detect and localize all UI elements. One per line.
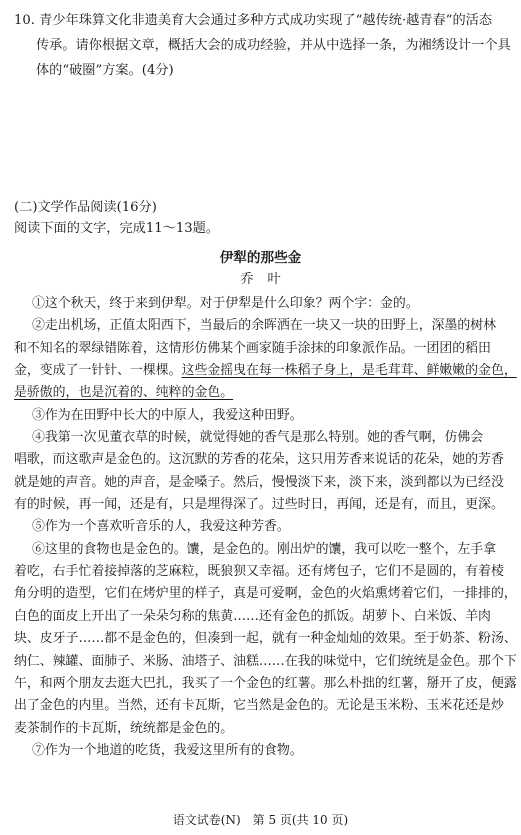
article-line-text: 金，变成了一针针、一棵棵。 <box>14 363 182 379</box>
article-line-text: 就是她的声音。她的声音，是金嗓子。然后，慢慢淡下来，淡下来，淡到都以为已经没 <box>14 474 504 490</box>
article-line-text: 纳仁、辣罐、面肺子、米肠、油塔子、油糕……在我的味觉中，它们统统是金色。那个下 <box>14 653 517 669</box>
article-line <box>14 405 510 427</box>
article-line-text: 着吃，右手忙着接掉落的芝麻粒，既狼狈又幸福。还有烤包子，它们不是圆的，有着棱 <box>14 564 504 580</box>
article-line-text: 唱歌，而这歌声是金色的。这沉默的芳香的花朵，这只用芳香来说话的花朵，她的芳香 <box>14 452 504 468</box>
article-line-text: 白色的面皮上开出了一朵朵匀称的焦黄……还有金色的抓饭。胡萝卜、白米饭、羊肉 <box>14 608 491 624</box>
underlined-text: 是骄傲的，也是沉着的、纯粹的金色。 <box>14 385 234 401</box>
section-instruction: 阅读下面的文字，完成11～13题。 <box>14 221 219 236</box>
section-heading: (二)文学作品阅读(16分) <box>14 200 157 215</box>
article-line-text: ④我第一次见董衣草的时候，就觉得她的香气是那么特别。她的香气啊，仿佛会 <box>32 430 484 446</box>
question-10 <box>14 8 511 83</box>
article-line <box>14 651 517 673</box>
article-line <box>14 338 510 360</box>
question-10-line: 传承。请你根据文章，概括大会的成功经验，并从中选择一条，为湘绣设计一个具 <box>36 38 511 53</box>
article-line-text: ③作为在田野中长大的中原人，我爱这种田野。 <box>32 407 303 423</box>
page-footer: 语文试卷(N) 第 5 页(共 10 页) <box>172 813 349 827</box>
article-line-text: 午，和两个朋友去逛大巴扎，我买了一个金色的红薯。那么朴拙的红薯，掰开了皮，便露 <box>14 675 517 691</box>
article-author: 乔叶 <box>240 272 295 287</box>
article-line <box>14 360 517 382</box>
article-line <box>14 606 510 628</box>
article-line-text: 出了金色的内里。当然，还有卡瓦斯，它当然是金色的。无论是玉米粉、玉米花还是炒 <box>14 698 504 714</box>
article-line <box>14 472 510 494</box>
article-line <box>14 516 510 538</box>
article-line-text: 块、皮牙子……都不是金色的，但凑到一起，就有一种金灿灿的效果。至于奶茶、粉汤、 <box>14 631 517 647</box>
article-line <box>14 494 510 516</box>
article-body <box>14 293 517 762</box>
underlined-text: 这些金摇曳在每一株稻子身上，是毛茸茸、鲜嫩嫩的金色， <box>181 363 517 379</box>
article-line-text: ⑦作为一个地道的吃货，我爱这里所有的食物。 <box>32 742 303 758</box>
article-line-text: 麦茶制作的卡瓦斯，统统都是金色的。 <box>14 720 234 736</box>
article-line <box>14 740 510 762</box>
article-line <box>14 718 510 740</box>
article-line <box>14 427 510 449</box>
article-line <box>14 561 510 583</box>
article-line-text: ②走出机场，正值太阳西下，当最后的余晖洒在一块又一块的田野上，深墨的树林 <box>32 318 497 334</box>
article-line-text: ⑤作为一个喜欢听音乐的人，我爱这种芳香。 <box>32 519 290 535</box>
article-line <box>14 695 510 717</box>
article-line-text: ①这个秋天，终于来到伊犁。对于伊犁是什么印象？两个字：金的。 <box>32 296 419 311</box>
article-line <box>14 583 517 605</box>
article-line <box>14 382 510 404</box>
question-10-line: 体的“破圈”方案。(4分) <box>36 63 174 78</box>
reading-section <box>14 197 508 239</box>
article-line <box>14 628 517 650</box>
article-line <box>14 673 517 695</box>
question-10-line: 10. 青少年珠算文化非遗美育大会通过多种方式成功实现了“越传统·越青春”的活态 <box>14 13 493 28</box>
article-line-text: 和不知名的翠绿错陈着，这情形仿佛某个画家随手涂抹的印象派作品。一团团的稻田 <box>14 340 491 356</box>
article-line <box>14 449 510 471</box>
article-line-text: 角分明的造型，它们在烤炉里的样子，真是可爱啊，金色的火焰熏烤着它们，一排排的， <box>14 586 517 602</box>
article-line <box>14 539 510 561</box>
article-line-text: ⑥这里的食物也是金色的。馕，是金色的。刚出炉的馕，我可以吃一整个，左手拿 <box>32 541 497 557</box>
article-line <box>14 293 510 315</box>
article-title: 伊犁的那些金 <box>219 250 302 266</box>
article-line-text: 有的时候，再一闻，还是有，只是埋得深了。过些时日，再闻，还是有，而且，更深。 <box>14 497 504 513</box>
article-line <box>14 315 510 337</box>
